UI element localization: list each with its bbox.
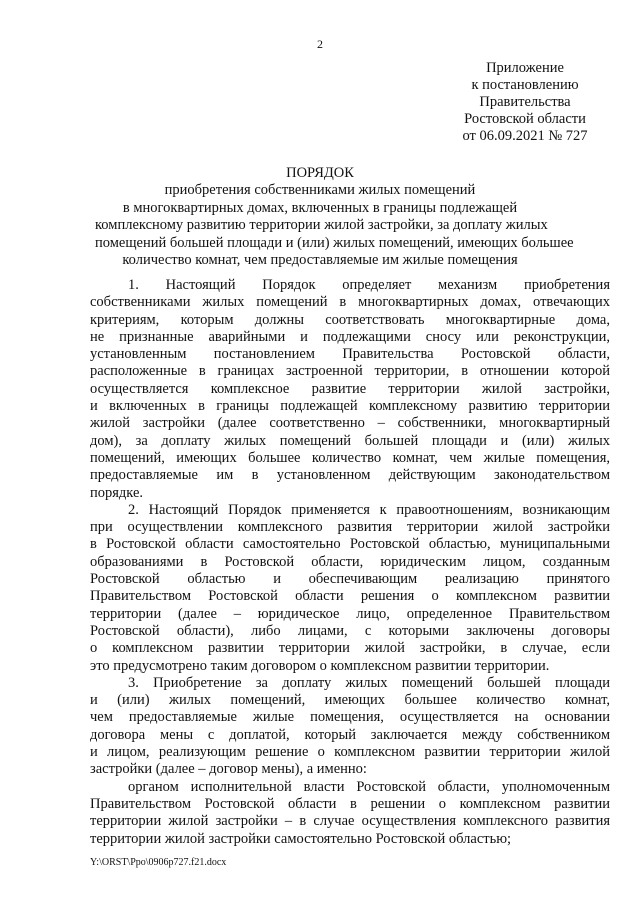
body-line: 1. Настоящий Порядок определяет механизм приобретения bbox=[128, 277, 610, 293]
appendix-line: от 06.09.2021 № 727 bbox=[462, 128, 588, 144]
body-line: это предусмотрено таким договором о комплексном развитии территории. bbox=[90, 657, 550, 674]
body-line: Правительством Ростовской области решения о комплексном развитии bbox=[90, 588, 610, 605]
document-title: ПОРЯДОК bbox=[286, 165, 354, 181]
body-line: установленным постановлением Правительства Ростовской области, bbox=[90, 346, 610, 363]
subtitle-line: в многоквартирных домах, включенных в границы подлежащей bbox=[122, 199, 518, 216]
body-line: собственниками жилых помещений в многоквартирных домах, отвечающих bbox=[90, 294, 610, 311]
appendix-line: Правительства bbox=[479, 94, 571, 110]
footer-file-path: Y:\ORST\Ppo\0906p727.f21.docx bbox=[90, 857, 227, 868]
body-line: территории жилой застройки – в случае осуществления комплексного развития bbox=[90, 813, 610, 830]
body-line: Ростовской области), либо лицами, с которыми заключены договоры bbox=[90, 622, 610, 639]
body-line: 3. Приобретение за доплату жилых помещений большей площади bbox=[128, 674, 610, 691]
body-line: и лицом, реализующим решение о комплексном развитии территории жилой bbox=[90, 744, 610, 761]
subtitle-line: комплексному развитию территории жилой застройки, за доплату жилых bbox=[95, 217, 548, 233]
body-line: расположенные в границах застроенной территории, в отношении которой bbox=[90, 363, 610, 380]
body-line: порядке. bbox=[90, 484, 144, 501]
body-paragraph bbox=[90, 277, 610, 502]
body-line: и включенных в границы подлежащей комплексному развитию территории bbox=[90, 398, 610, 415]
body-paragraph bbox=[90, 502, 610, 675]
appendix-block bbox=[440, 60, 610, 145]
body-line: образованиями в Ростовской области, юридическим лицом, созданным bbox=[90, 553, 610, 570]
body-paragraph bbox=[90, 675, 610, 779]
body-line: и (или) жилых помещений, имеющих большее количество комнат, bbox=[90, 692, 610, 709]
page-number: 2 bbox=[317, 37, 323, 51]
body-line: Ростовской областью и обеспечивающим реализацию принятого bbox=[90, 571, 610, 588]
appendix-line: Ростовской области bbox=[464, 111, 586, 127]
body-line: предоставляемые им в установленном действующим законодательством bbox=[90, 467, 610, 484]
body-line: территории (далее – юридическое лицо, определенное Правительством bbox=[90, 605, 610, 622]
body-line: критериям, которым должны соответствовать многоквартирные дома, bbox=[90, 311, 610, 328]
body-line: в Ростовской области самостоятельно Ростовской областью, муниципальными bbox=[90, 536, 610, 553]
body-line: при осуществлении комплексного развития территории жилой застройки bbox=[90, 519, 610, 536]
body-line: дом), за доплату жилых помещений большей площади и (или) жилых bbox=[90, 432, 610, 449]
appendix-line: к постановлению bbox=[471, 77, 579, 93]
subtitle-line: помещений большей площади и (или) жилых помещений, имеющих большее bbox=[95, 234, 574, 251]
body-line: жилой застройки (далее соответственно – собственники, многоквартирный bbox=[90, 415, 610, 432]
body-line: 2. Настоящий Порядок применяется к правоотношениям, возникающим bbox=[128, 501, 610, 518]
body-line: органом исполнительной власти Ростовской области, уполномоченным bbox=[128, 778, 610, 795]
body-line: не признанные аварийными и подлежащими сносу или реконструкции, bbox=[90, 328, 610, 345]
body-line: территории жилой застройки самостоятельно Ростовской областью; bbox=[90, 830, 512, 847]
body-paragraph bbox=[90, 779, 610, 848]
body-line: застройки (далее – договор мены), а именно: bbox=[90, 761, 367, 778]
body-line: осуществляется комплексное развитие территории жилой застройки, bbox=[90, 380, 610, 397]
document-subtitle bbox=[95, 182, 574, 270]
subtitle-line: количество комнат, чем предоставляемые им жилые помещения bbox=[122, 252, 518, 268]
body-line: договора мены с доплатой, который заключается между собственником bbox=[90, 726, 610, 743]
body-line: помещений, имеющих большее количество комнат, чем жилые помещения, bbox=[90, 449, 610, 466]
appendix-line: Приложение bbox=[486, 60, 564, 76]
body-line: о комплексном развитии территории жилой застройки, в случае, если bbox=[90, 640, 610, 657]
body-line: Правительством Ростовской области в решении о комплексном развитии bbox=[90, 795, 610, 812]
subtitle-line: приобретения собственниками жилых помещений bbox=[164, 182, 476, 198]
document-body bbox=[90, 277, 610, 848]
body-line: чем предоставляемые жилые помещения, осуществляется на основании bbox=[90, 709, 610, 726]
